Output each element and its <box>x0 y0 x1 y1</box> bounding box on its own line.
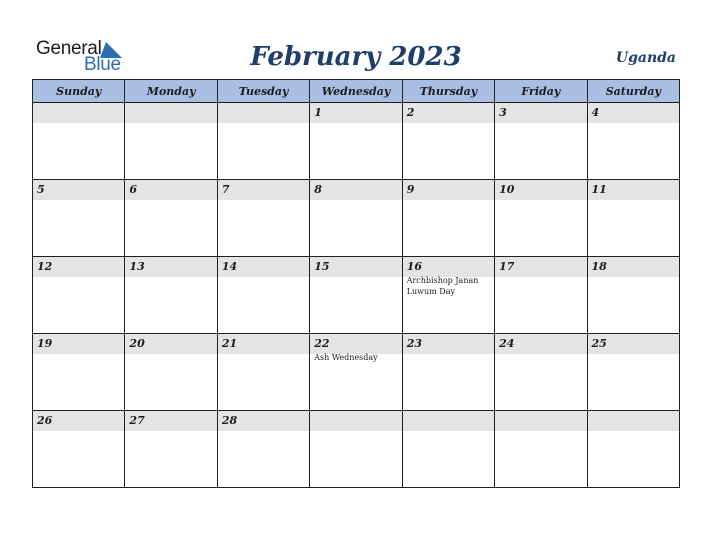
weekday-header: Wednesday <box>310 80 402 103</box>
weekday-header: Tuesday <box>217 80 309 103</box>
day-cell <box>310 411 402 488</box>
day-cell <box>310 103 402 180</box>
holiday-label: Archbishop Janan Luwum Day <box>406 276 479 296</box>
week-row <box>33 180 680 257</box>
weekday-header-row <box>33 80 680 103</box>
day-number: 18 <box>588 257 679 277</box>
day-cell <box>495 257 587 334</box>
day-number: 4 <box>588 103 679 123</box>
day-cell <box>587 411 679 488</box>
calendar-title: February 2023 <box>250 42 462 72</box>
week-row <box>33 334 680 411</box>
day-number: 27 <box>125 411 216 431</box>
day-cell <box>495 334 587 411</box>
day-cell <box>33 257 125 334</box>
day-number: 17 <box>495 257 586 277</box>
day-cell <box>33 334 125 411</box>
day-number <box>125 103 216 123</box>
day-number: 8 <box>310 180 401 200</box>
day-cell <box>33 180 125 257</box>
day-cell <box>33 411 125 488</box>
day-number: 9 <box>403 180 494 200</box>
logo-text-blue: Blue <box>84 54 121 75</box>
day-cell <box>402 334 494 411</box>
day-cell <box>587 180 679 257</box>
day-number <box>33 103 124 123</box>
day-cell <box>495 411 587 488</box>
day-number: 10 <box>495 180 586 200</box>
day-cell <box>217 257 309 334</box>
day-number: 22 <box>310 334 401 354</box>
day-cell <box>402 103 494 180</box>
week-row <box>33 411 680 488</box>
day-cell <box>125 180 217 257</box>
day-cell <box>402 180 494 257</box>
weekday-header: Thursday <box>402 80 494 103</box>
day-cell <box>217 334 309 411</box>
day-cell <box>125 334 217 411</box>
day-number: 13 <box>125 257 216 277</box>
day-number <box>218 103 309 123</box>
logo-text-general: General <box>36 38 102 59</box>
holiday-label: Ash Wednesday <box>314 353 378 362</box>
day-number: 7 <box>218 180 309 200</box>
day-number: 23 <box>403 334 494 354</box>
day-number <box>403 411 494 431</box>
day-cell <box>402 257 494 334</box>
day-cell <box>217 411 309 488</box>
day-cell <box>217 103 309 180</box>
day-cell <box>495 180 587 257</box>
day-number <box>588 411 679 431</box>
day-number: 15 <box>310 257 401 277</box>
day-cell <box>310 180 402 257</box>
day-number: 25 <box>588 334 679 354</box>
day-cell <box>33 103 125 180</box>
day-number: 24 <box>495 334 586 354</box>
day-number <box>310 411 401 431</box>
day-number <box>495 411 586 431</box>
month-calendar <box>32 79 680 488</box>
day-number: 3 <box>495 103 586 123</box>
day-cell <box>310 257 402 334</box>
day-cell <box>587 257 679 334</box>
day-number: 11 <box>588 180 679 200</box>
week-row <box>33 103 680 180</box>
day-number: 2 <box>403 103 494 123</box>
day-number: 26 <box>33 411 124 431</box>
day-number: 20 <box>125 334 216 354</box>
weekday-header: Sunday <box>33 80 125 103</box>
day-cell <box>125 411 217 488</box>
weekday-header: Saturday <box>587 80 679 103</box>
day-number: 16 <box>403 257 494 277</box>
day-number: 28 <box>218 411 309 431</box>
day-cell <box>402 411 494 488</box>
day-cell <box>587 103 679 180</box>
day-number: 6 <box>125 180 216 200</box>
day-number: 14 <box>218 257 309 277</box>
day-number: 19 <box>33 334 124 354</box>
day-cell <box>217 180 309 257</box>
day-cell <box>125 257 217 334</box>
weekday-header: Friday <box>495 80 587 103</box>
day-number: 21 <box>218 334 309 354</box>
country-label: Uganda <box>615 50 676 66</box>
weekday-header: Monday <box>125 80 217 103</box>
day-cell <box>125 103 217 180</box>
day-cell <box>495 103 587 180</box>
day-number: 1 <box>310 103 401 123</box>
week-row <box>33 257 680 334</box>
day-number: 5 <box>33 180 124 200</box>
day-cell <box>587 334 679 411</box>
day-number: 12 <box>33 257 124 277</box>
day-cell <box>310 334 402 411</box>
